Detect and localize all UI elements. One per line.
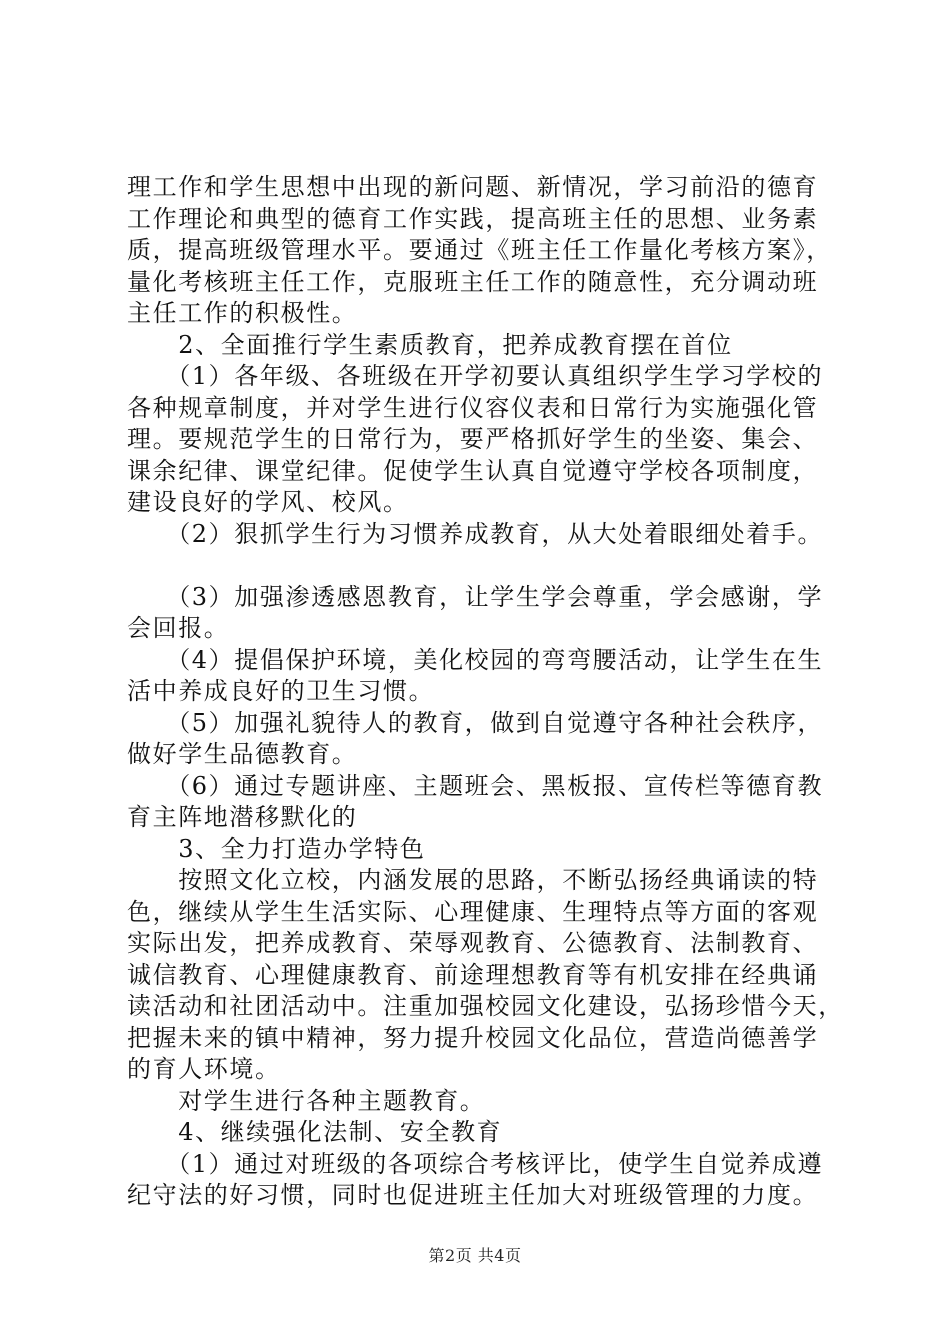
text-line: （2）狠抓学生行为习惯养成教育，从大处着眼细处着手。 (127, 519, 824, 548)
document-body (127, 172, 847, 1212)
text-line: 课余纪律、课堂纪律。促使学生认真自觉遵守学校各项制度， (127, 456, 819, 485)
text-line: 工作理论和典型的德育工作实践，提高班主任的思想、业务素 (127, 204, 819, 233)
text-line: 把握未来的镇中精神，努力提升校园文化品位，营造尚德善学 (127, 1023, 819, 1052)
text-line: （5）加强礼貌待人的教育，做到自觉遵守各种社会秩序， (127, 708, 824, 737)
text-line: 主任工作的积极性。 (127, 299, 358, 327)
blank-line (127, 550, 847, 582)
text-line: 各种规章制度，并对学生进行仪容仪表和日常行为实施强化管 (127, 393, 819, 422)
text-line: 量化考核班主任工作，克服班主任工作的随意性，充分调动班 (127, 267, 819, 296)
text-line: （1）通过对班级的各项综合考核评比，使学生自觉养成遵 (127, 1149, 824, 1178)
page-footer: 第2页 共4页 (428, 1246, 522, 1265)
text-line: 活中养成良好的卫生习惯。 (127, 677, 435, 705)
text-line: 诚信教育、心理健康教育、前途理想教育等有机安排在经典诵 (127, 960, 819, 989)
text-line: 的育人环境。 (127, 1055, 281, 1083)
text-line: 对学生进行各种主题教育。 (127, 1086, 486, 1115)
text-line: （1）各年级、各班级在开学初要认真组织学生学习学校的 (127, 362, 824, 390)
text-line: 建设良好的学风、校风。 (127, 488, 409, 516)
text-line: （3）加强渗透感恩教育，让学生学会尊重，学会感谢，学 (127, 582, 824, 611)
text-line: 按照文化立校，内涵发展的思路，不断弘扬经典诵读的特 (127, 866, 819, 894)
text-line: 会回报。 (127, 614, 230, 642)
text-line: 3、全力打造办学特色 (127, 834, 426, 863)
text-line: （4）提倡保护环境，美化校园的弯弯腰活动，让学生在生 (127, 645, 824, 674)
text-line: 2、全面推行学生素质教育，把养成教育摆在首位 (127, 330, 733, 359)
text-line: 实际出发，把养成教育、荣辱观教育、公德教育、法制教育、 (127, 929, 819, 957)
text-line: 做好学生品德教育。 (127, 740, 358, 768)
text-line: 育主阵地潜移默化的 (127, 803, 358, 831)
text-line: 理工作和学生思想中出现的新问题、新情况，学习前沿的德育 (127, 173, 819, 201)
text-line: 读活动和社团活动中。注重加强校园文化建设，弘扬珍惜今天， (127, 992, 844, 1020)
text-line: 质，提高班级管理水平。要通过《班主任工作量化考核方案》， (127, 236, 832, 264)
text-line: （6）通过专题讲座、主题班会、黑板报、宣传栏等德育教 (127, 771, 824, 800)
text-line: 纪守法的好习惯，同时也促进班主任加大对班级管理的力度。 (127, 1181, 819, 1209)
text-line: 4、继续强化法制、安全教育 (127, 1118, 503, 1146)
text-line: 理。要规范学生的日常行为，要严格抓好学生的坐姿、集会、 (127, 425, 819, 453)
text-line: 色，继续从学生生活实际、心理健康、生理特点等方面的客观 (127, 897, 819, 926)
